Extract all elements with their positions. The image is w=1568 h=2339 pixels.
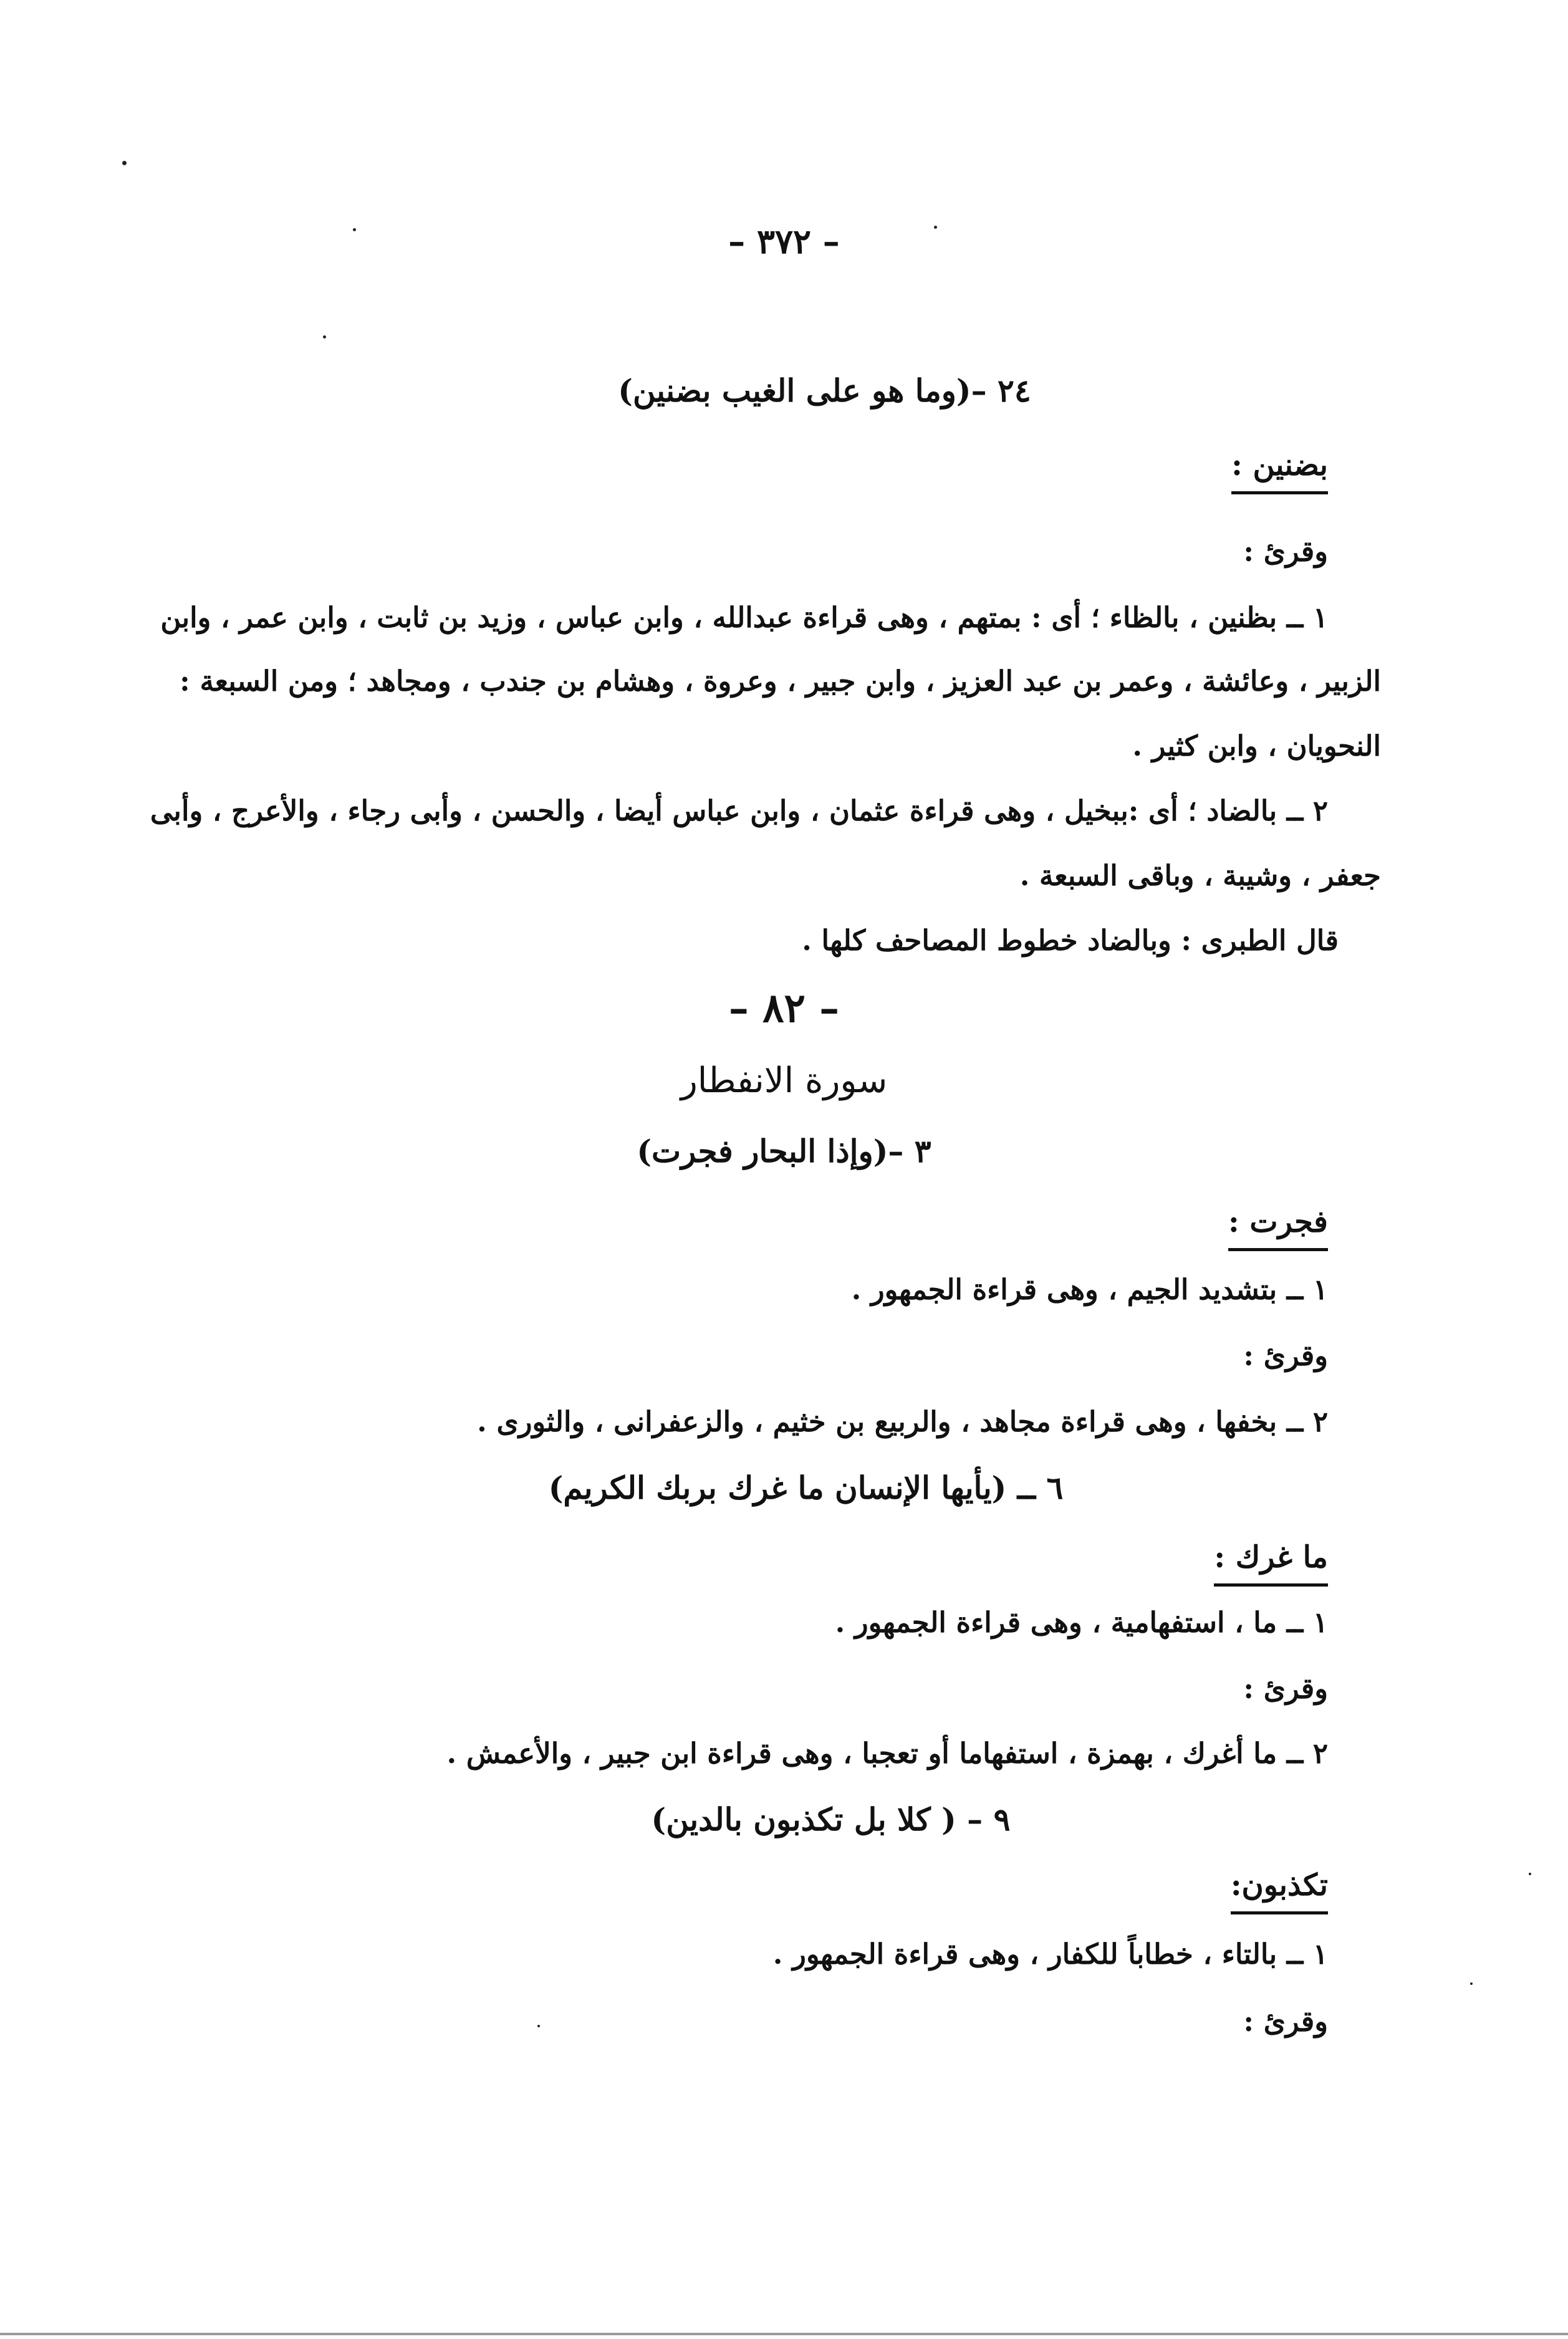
sura-title: سورة الانفطار [680, 1060, 888, 1101]
word-heading-text: ما غرك : [1214, 1540, 1328, 1587]
word-heading [1231, 448, 1328, 483]
verse-heading: ٢٤ –(وما هو على الغيب بضنين) [618, 372, 1031, 409]
read-label: وقرئ : [1243, 1672, 1328, 1705]
read-label: وقرئ : [1243, 1339, 1328, 1372]
scan-speck [1470, 1982, 1473, 1985]
body-line: قال الطبرى : وبالضاد خطوط المصاحف كلها . [802, 924, 1339, 957]
verse-heading: ٦ ــ (يأيها الإنسان ما غرك بربك الكريم) [548, 1469, 1064, 1506]
body-line: الزبير ، وعائشة ، وعمر بن عبد العزيز ، وابن جبير ، وعروة ، وهشام بن جندب ، ومجاهد ؛ ومن السبعة : [180, 665, 1381, 698]
scan-speck [122, 161, 127, 165]
word-heading [1230, 1868, 1328, 1903]
verse-heading: ٣ –(وإذا البحار فجرت) [637, 1133, 931, 1170]
section-number: – ٨٢ – [728, 985, 840, 1032]
read-label: وقرئ : [1243, 2005, 1328, 2038]
scan-speck [1529, 1873, 1531, 1875]
word-heading-text: تكذبون: [1231, 1868, 1328, 1914]
scan-speck [537, 2025, 540, 2027]
body-line: ١ ــ بتشديد الجيم ، وهى قراءة الجمهور . [851, 1273, 1328, 1306]
body-line: ٢ ــ ما أغرك ، بهمزة ، استفهاما أو تعجبا ، وهى قراءة ابن جبير ، والأعمش . [446, 1737, 1328, 1770]
body-line: ١ ــ بالتاء ، خطاباً للكفار ، وهى قراءة الجمهور . [772, 1938, 1328, 1971]
word-heading-text: فجرت : [1228, 1204, 1328, 1251]
word-heading-text: بضنين : [1231, 448, 1328, 494]
body-line: ١ ــ ما ، استفهامية ، وهى قراءة الجمهور . [835, 1606, 1328, 1639]
word-heading [1228, 1204, 1328, 1239]
page-bottom-edge [0, 2333, 1568, 2335]
page-number: – ٣٧٢ – [728, 221, 840, 261]
body-line: جعفر ، وشيبة ، وباقى السبعة . [1019, 859, 1381, 892]
body-line: النحويان ، وابن كثير . [1132, 729, 1381, 762]
body-line: ١ ــ بظنين ، بالظاء ؛ أى : بمتهم ، وهى قراءة عبدالله ، وابن عباس ، وزيد بن ثابت ، وابن عمر ، وابن [160, 601, 1328, 634]
verse-heading: ٩ – ( كلا بل تكذبون بالدين) [651, 1801, 1011, 1838]
read-label: وقرئ : [1243, 535, 1328, 568]
body-line: ٢ ــ بخفها ، وهى قراءة مجاهد ، والربيع بن خثيم ، والزعفرانى ، والثورى . [477, 1405, 1328, 1438]
body-line: ٢ ــ بالضاد ؛ أى :ببخيل ، وهى قراءة عثمان ، وابن عباس أيضا ، والحسن ، وأبى رجاء ، والأعرج ، وأبى [150, 794, 1328, 827]
scan-speck [323, 335, 326, 339]
word-heading [1214, 1540, 1328, 1575]
